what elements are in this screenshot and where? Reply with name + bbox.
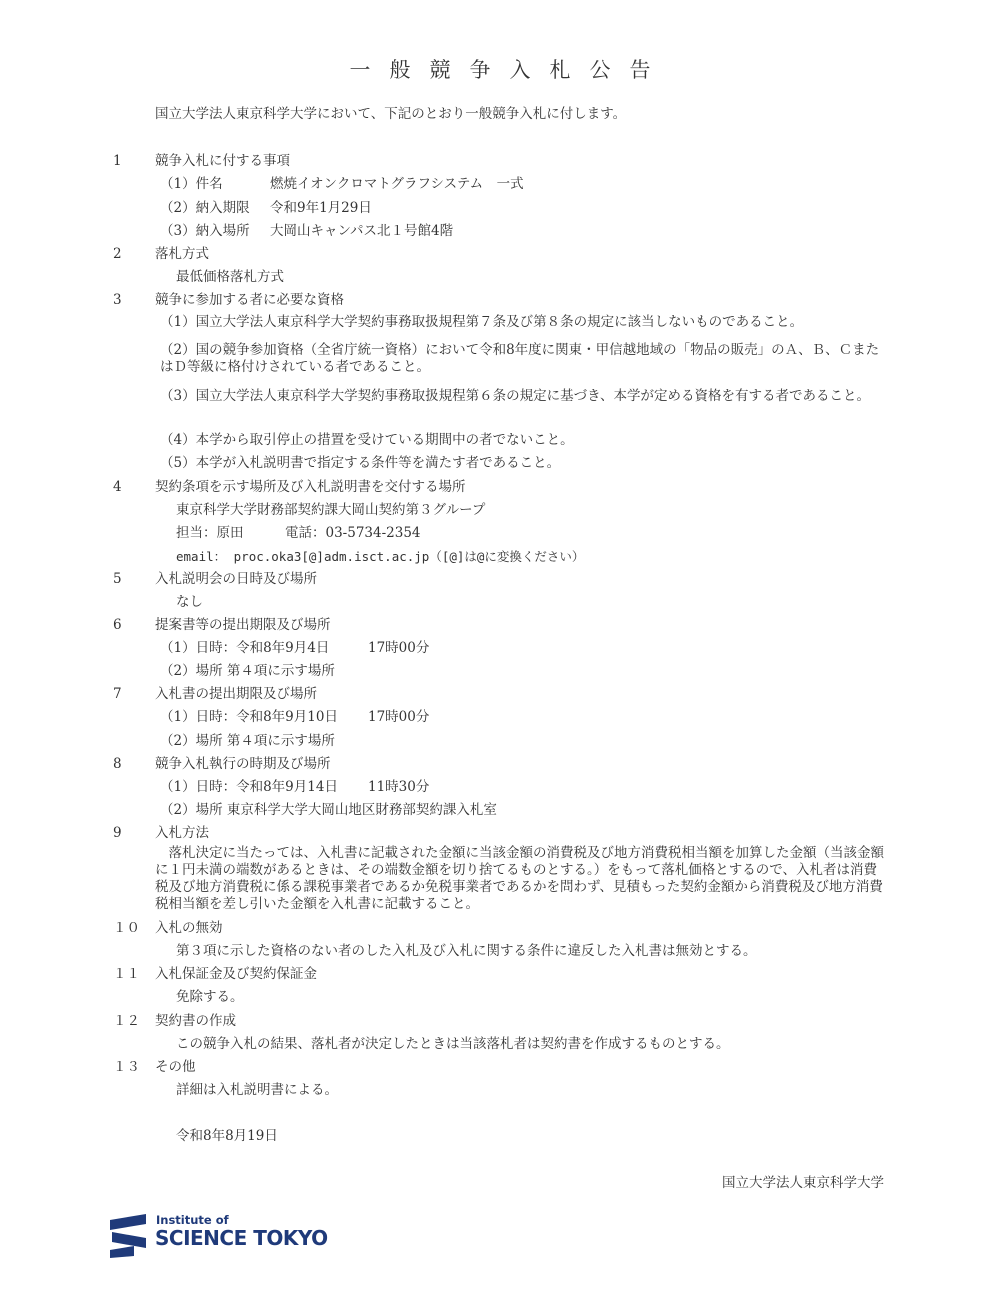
section-10-number: １０: [113, 920, 140, 936]
section-2-heading: 落札方式: [155, 246, 209, 262]
section-8-date: （1）日時：令和8年9月14日: [160, 779, 338, 795]
section-10-body: 第３項に示した資格のない者のした入札及び入札に関する条件に違反した入札書は無効とする。: [176, 943, 757, 959]
page-title: 一般競争入札公告: [349, 58, 670, 82]
section-6-place: （2）場所 第４項に示す場所: [160, 663, 335, 679]
section-3-item-2: （2）国の競争参加資格（全省庁統一資格）において令和8年度に関東・甲信越地域の「物品の販売」のＡ、Ｂ、ＣまたはＤ等級に格付けされている者であること。: [160, 342, 880, 375]
section-9-heading: 入札方法: [155, 825, 209, 841]
section-11-heading: 入札保証金及び契約保証金: [155, 966, 317, 982]
section-2-body: 最低価格落札方式: [176, 269, 284, 285]
section-3-number: 3: [113, 292, 122, 308]
section-1-item-2: [160, 200, 372, 217]
section-3-item-3: （3）国立大学法人東京科学大学契約事務取扱規程第６条の規定に基づき、本学が定める資格を有する者であること。: [160, 388, 871, 404]
section-3-item-4: （4）本学から取引停止の措置を受けている期間中の者でないこと。: [160, 432, 574, 448]
contact-email: email： proc.oka3[@]adm.isct.ac.jp（[@]は@に変換ください）: [176, 549, 585, 564]
section-13-number: １３: [113, 1059, 140, 1075]
item-label: （1）件名: [160, 176, 223, 192]
section-9-number: 9: [113, 825, 122, 841]
section-1-item-3: [160, 223, 453, 240]
section-8-heading: 競争入札執行の時期及び場所: [155, 756, 331, 772]
section-12-heading: 契約書の作成: [155, 1013, 236, 1029]
section-6-date: （1）日時：令和8年9月4日: [160, 640, 330, 656]
section-10-heading: 入札の無効: [155, 920, 223, 936]
section-6-number: 6: [113, 617, 122, 633]
section-3-item-5: （5）本学が入札説明書で指定する条件等を満たす者であること。: [160, 455, 561, 471]
section-8-time: 11時30分: [368, 779, 430, 795]
item-value: 燃焼イオンクロマトグラフシステム 一式: [270, 176, 524, 192]
item-label: （2）納入期限: [160, 200, 250, 216]
section-12-body: この競争入札の結果、落札者が決定したときは当該落札者は契約書を作成するものとする。: [176, 1036, 730, 1052]
section-6-heading: 提案書等の提出期限及び場所: [155, 617, 331, 633]
section-3-item-1: （1）国立大学法人東京科学大学契約事務取扱規程第７条及び第８条の規定に該当しないものであること。: [160, 314, 804, 330]
section-11-body: 免除する。: [176, 989, 244, 1005]
section-13-body: 詳細は入札説明書による。: [176, 1082, 338, 1098]
item-value: 令和9年1月29日: [270, 200, 372, 216]
item-value: 大岡山キャンパス北１号館4階: [270, 223, 454, 239]
section-7-number: 7: [113, 686, 122, 702]
section-6-time: 17時00分: [368, 640, 430, 656]
logo-mark-icon: [110, 1214, 148, 1258]
contact-person: 担当：原田: [176, 525, 244, 541]
section-8-number: 8: [113, 756, 122, 772]
notice-date: 令和8年8月19日: [176, 1128, 278, 1144]
section-13-heading: その他: [155, 1059, 196, 1075]
section-1-number: 1: [113, 153, 122, 169]
section-7-place: （2）場所 第４項に示す場所: [160, 733, 335, 749]
section-3-heading: 競争に参加する者に必要な資格: [155, 292, 344, 308]
section-8-place: （2）場所 東京科学大学大岡山地区財務部契約課入札室: [160, 802, 497, 818]
intro-text: 国立大学法人東京科学大学において、下記のとおり一般競争入札に付します。: [155, 106, 627, 122]
section-12-number: １２: [113, 1013, 140, 1029]
section-1-item-1: [160, 176, 524, 193]
section-7-time: 17時00分: [368, 709, 430, 725]
section-1-heading: 競争入札に付する事項: [155, 153, 290, 169]
issuer-name: 国立大学法人東京科学大学: [722, 1175, 884, 1191]
institution-logo: [110, 1212, 340, 1260]
section-4-heading: 契約条項を示す場所及び入札説明書を交付する場所: [155, 479, 466, 495]
section-7-date: （1）日時：令和8年9月10日: [160, 709, 338, 725]
contact-phone: 電話：03-5734-2354: [285, 525, 421, 541]
section-5-number: 5: [113, 571, 122, 587]
logo-line-1: Institute of: [156, 1213, 229, 1227]
contact-department: 東京科学大学財務部契約課大岡山契約第３グループ: [176, 502, 486, 518]
section-2-number: 2: [113, 246, 122, 262]
section-7-heading: 入札書の提出期限及び場所: [155, 686, 317, 702]
section-11-number: １１: [113, 966, 140, 982]
section-5-heading: 入札説明会の日時及び場所: [155, 571, 317, 587]
logo-line-2: SCIENCE TOKYO: [155, 1226, 328, 1250]
section-5-body: なし: [176, 594, 203, 610]
section-4-number: 4: [113, 479, 122, 495]
item-label: （3）納入場所: [160, 223, 250, 239]
section-9-body: 落札決定に当たっては、入札書に記載された金額に当該金額の消費税及び地方消費税相当額を加算した金額（当該金額に１円未満の端数があるときは、その端数金額を切り捨てるものとする。）をもって落札価格とするので、入札者は消費税及び地方消費税に係る課税事業者であるか免税事業者であるかを問わず、見積もった契約金額から消費税及び地方消費税相当額を差し引いた金額を入札書に記載すること。: [155, 845, 884, 912]
